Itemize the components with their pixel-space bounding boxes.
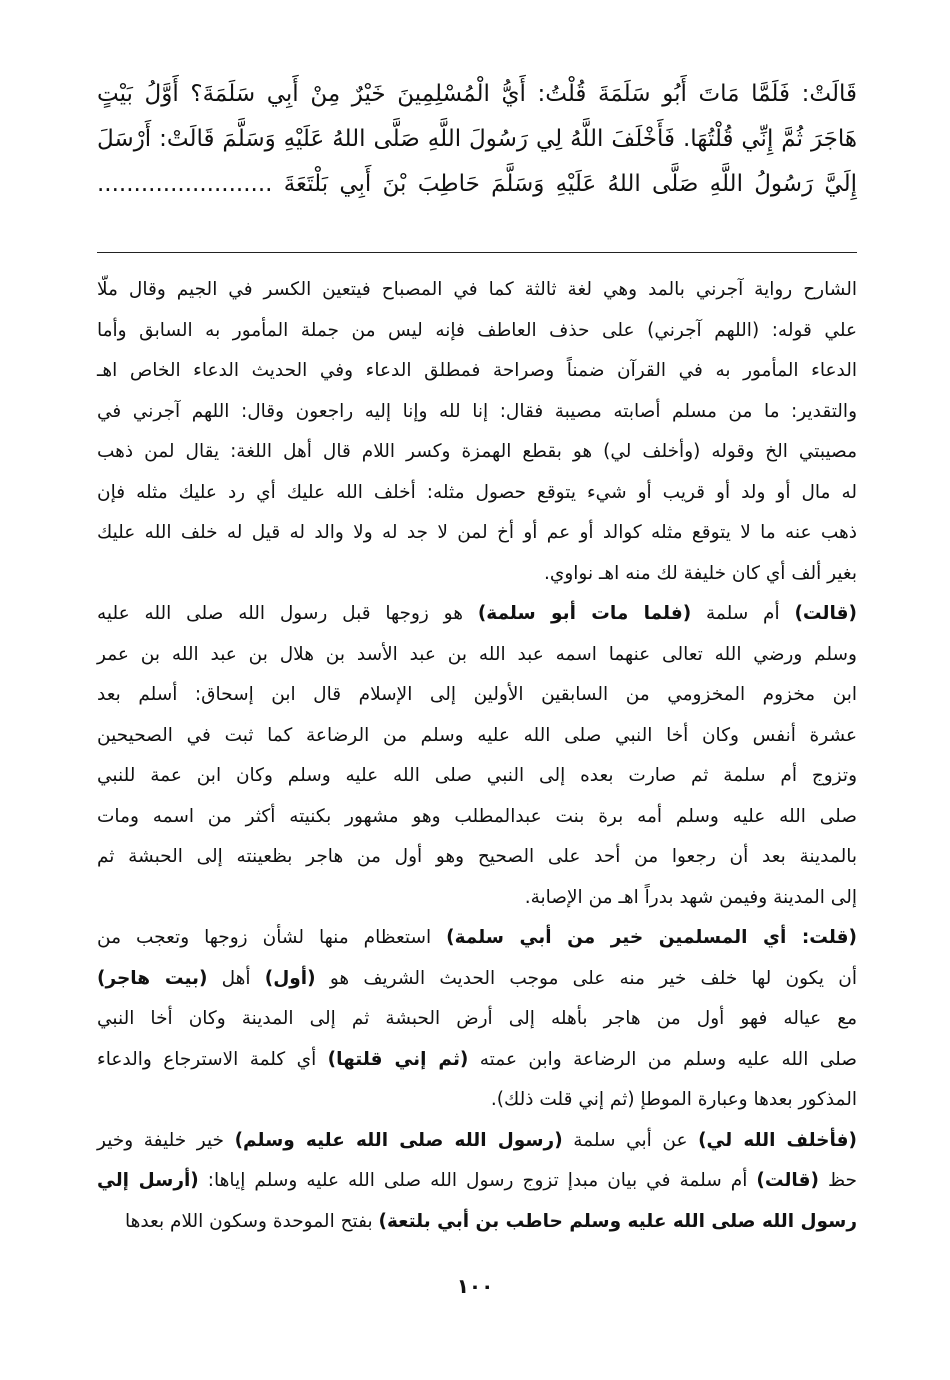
commentary-text: والتقدير: ما من مسلم أصابته مصيبة فقال: إنا لله وإنا إليه راجعون وقال: اللهم آجرني في: [97, 400, 857, 422]
quoted-text: (قلت: أي المسلمين خير من أبي سلمة): [446, 927, 857, 948]
commentary-line: [97, 797, 857, 838]
commentary-line: [97, 959, 857, 1000]
commentary-line: [97, 999, 857, 1040]
commentary-text: أي كلمة الاسترجاع والدعاء: [97, 1048, 328, 1070]
commentary-text: عشرة أنفس وكان أخا النبي صلى الله عليه وسلم من الرضاعة كما ثبت في الصحيحين: [97, 724, 857, 746]
commentary-text: خير خليفة وخير: [97, 1129, 235, 1151]
hadith-line: هَاجَرَ ثُمَّ إِنِّي قُلْتُهَا. فَأَخْلَفَ اللَّهُ لِي رَسُولَ اللَّهِ صَلَّى اللهُ عَلَيْهِ وَسَلَّمَ قَالَتْ: أَرْسَلَ: [97, 126, 857, 152]
commentary-text: الشارح رواية آجرني بالمد وهي لغة ثالثة كما في المصباح فيتعين الكسر في الجيم وقال ملّا: [97, 279, 857, 300]
commentary-line: [97, 1202, 857, 1243]
page-number: ١٠٠: [456, 1274, 494, 1298]
commentary-text: مصيبتي الخ وقوله (وأخلف لي) هو بقطع الهمزة وكسر اللام قال أهل اللغة: يقال لمن ذهب: [97, 441, 857, 462]
commentary-text: وتزوج أم سلمة ثم صارت بعده إلى النبي صلى الله عليه وسلم وكان ابن عمة للنبي: [97, 765, 857, 786]
quoted-text: (ثم إني قلتها): [327, 1048, 469, 1070]
commentary-line: [97, 1080, 857, 1121]
hadith-line: إِلَيَّ رَسُولُ اللَّهِ صَلَّى اللهُ عَلَيْهِ وَسَلَّمَ حَاطِبَ بْنَ أَبِي بَلْتَعَةَ ........................: [97, 171, 857, 197]
commentary-line: [97, 554, 857, 595]
commentary-line: [97, 594, 857, 635]
commentary-text: ذهب عنه ما لا يتوقع مثله كوالد أو عم أو أخ لمن لا جد له ولا والد له قيل له خلف الله عليك: [97, 522, 857, 543]
commentary-text: أم سلمة: [691, 603, 795, 624]
commentary-text: أم سلمة في بيان مبدإ تزوج رسول الله صلى الله عليه وسلم إياها:: [198, 1170, 757, 1191]
quoted-text: رسول الله صلى الله عليه وسلم حاطب بن أبي بلتعة): [378, 1210, 857, 1232]
commentary-line: [97, 513, 857, 554]
commentary-text: حظ: [818, 1170, 857, 1191]
commentary-line: [97, 1040, 857, 1081]
commentary-text: وسلم ورضي الله تعالى عنهما اسمه عبد الله بن عبد الأسد بن هلال بن عبد الله بن عمر: [97, 643, 857, 665]
hadith-text: [97, 72, 857, 207]
commentary-line: [97, 392, 857, 433]
commentary-paragraph: [97, 918, 857, 1121]
quoted-text: (قالت): [794, 603, 857, 624]
commentary-text: بفتح الموحدة وسكون اللام بعدها: [124, 1210, 379, 1232]
commentary-text: الدعاء المأمور به في القرآن ضمناً وصراحة فمطلق الدعاء وفي الحديث الدعاء الخاص اهـ: [97, 360, 857, 381]
commentary-text: بالمدينة بعد أن رجعوا من أحد على الصحيح وهو أول من هاجر بظعينته إلى الحبشة ثم: [97, 846, 857, 867]
commentary-text: إلى المدينة وفيمن شهد بدراً اهـ من الإصابة.: [524, 886, 857, 908]
commentary-line: [97, 918, 857, 959]
commentary-text: هو زوجها قبل رسول الله صلى الله عليه: [97, 603, 478, 624]
commentary-line: [97, 1121, 857, 1162]
commentary-text: استعظام منها لشأن زوجها وتعجب من: [97, 927, 447, 948]
commentary-text: صلى الله عليه وسلم من الرضاعة وابن عمته: [468, 1048, 857, 1070]
commentary-paragraph: [97, 270, 857, 594]
quoted-text: (فأخلف الله لي): [698, 1129, 857, 1151]
commentary: [97, 270, 857, 1242]
commentary-line: [97, 635, 857, 676]
commentary-text: المذكور بعدها وعبارة الموطإ (ثم إني قلت ذلك).: [490, 1089, 857, 1110]
commentary-line: [97, 351, 857, 392]
commentary-line: [97, 716, 857, 757]
quoted-text: (أول): [264, 967, 316, 989]
commentary-text: ابن مخزوم المخزومي من السابقين الأولين إلى الإسلام قال ابن إسحاق: أسلم بعد: [97, 684, 857, 705]
commentary-text: عن أبي سلمة: [562, 1129, 699, 1151]
commentary-line: [97, 675, 857, 716]
commentary-line: [97, 473, 857, 514]
commentary-text: علي قوله: (اللهم آجرني) على حذف العاطف فإنه ليس من جملة المأمور به السابق وأما: [97, 319, 857, 341]
commentary-text: مع عياله فهو أول من هاجر بأهله إلى أرض الحبشة ثم إلى المدينة وكان أخا النبي: [97, 1008, 857, 1029]
commentary-text: أن يكون لها خلف خير منه على موجب الحديث الشريف هو: [315, 967, 857, 989]
quoted-text: (رسول الله صلى الله عليه وسلم): [234, 1129, 563, 1151]
quoted-text: (بيت هاجر): [97, 967, 208, 989]
footnote-divider: [97, 252, 857, 253]
quoted-text: (قالت): [756, 1170, 819, 1191]
commentary-line: [97, 756, 857, 797]
commentary-text: له مال أو ولد أو قريب أو شيء يتوقع حصول مثله: أخلف الله عليك أي رد عليك مثله فإن: [97, 481, 857, 503]
commentary-text: أهل: [207, 967, 265, 989]
commentary-line: [97, 432, 857, 473]
commentary-paragraph: [97, 594, 857, 918]
commentary-line: [97, 837, 857, 878]
commentary-line: [97, 878, 857, 919]
quoted-text: (أرسل إلي: [97, 1170, 199, 1191]
commentary-line: [97, 311, 857, 352]
commentary-text: صلى الله عليه وسلم أمه برة بنت عبدالمطلب وهو مشهور بكنيته أكثر من اسمه ومات: [97, 805, 857, 827]
commentary-line: [97, 270, 857, 311]
commentary-text: بغير ألف أي كان خليفة لك منه اهـ نواوي.: [543, 562, 857, 584]
hadith-line: قَالَتْ: فَلَمَّا مَاتَ أَبُو سَلَمَةَ قُلْتُ: أَيُّ الْمُسْلِمِينَ خَيْرٌ مِنْ أَبِي سَلَمَةَ؟ أَوَّلُ بَيْتٍ: [97, 81, 857, 107]
commentary-paragraph: [97, 1121, 857, 1243]
commentary-line: [97, 1161, 857, 1202]
quoted-text: (فلما مات أبو سلمة): [477, 603, 692, 624]
